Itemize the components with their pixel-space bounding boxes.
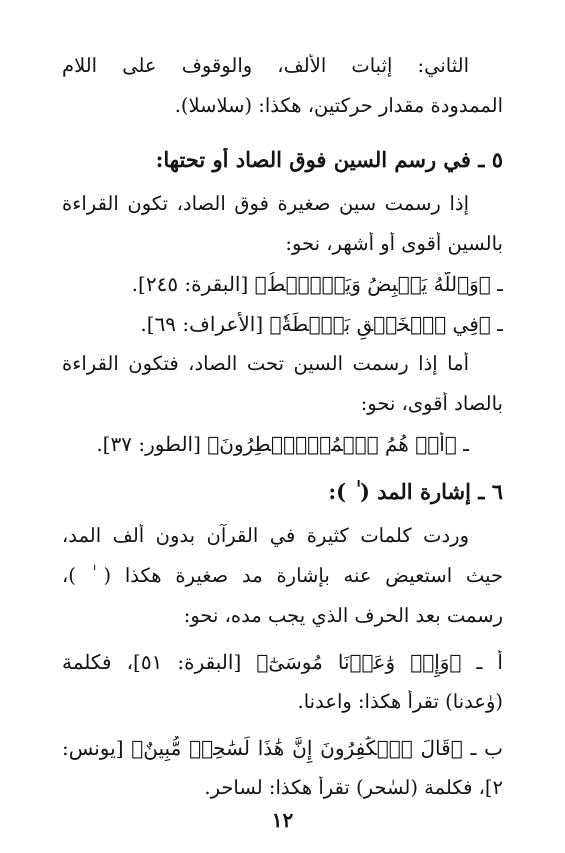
paragraph-line: الممدودة مقدار حركتين، هكذا: (سلاسلا). (174, 94, 503, 117)
quran-example-line: ـ ﴿أَمۡ هُمُ ٱلۡمُصَۣيۡطِرُونَ﴾ [الطور: ٣٧]. (96, 432, 469, 456)
section-heading-5: ٥ ـ في رسم السين فوق الصاد أو تحتها: (155, 148, 503, 172)
quran-example-line: ـ ﴿فِي ٱلۡخَلۡقِ بَصۜۡطَةٗ﴾ [الأعراف: ٦٩]. (140, 312, 503, 336)
paragraph-line: حيث استعيض عنه بإشارة مد صغيرة هكذا ( ٰ )، (62, 564, 503, 587)
paragraph-line: بالسين أقوى أو أشهر، نحو: (285, 232, 503, 255)
paragraph-line: وردت كلمات كثيرة في القرآن بدون ألف المد، (62, 524, 469, 547)
quran-example-line: ـ ﴿وَٱللَّهُ يَقۡبِضُ وَيَبۡصُۜطُ﴾ [البقرة: ٢٤٥]. (131, 272, 503, 296)
paragraph-line: إذا رسمت سين صغيرة فوق الصاد، تكون القراءة (62, 192, 469, 215)
quran-example-line: أ ـ ﴿وَإِذۡ وَٰعَدۡنَا مُوسَىٰٓ﴾ [البقرة: ٥١]، فكلمة (62, 650, 503, 674)
page-number: ١٢ (271, 808, 294, 832)
paragraph-line: الثاني: إثبات الألف، والوقوف على اللام (62, 54, 469, 77)
paragraph-line: ٢]، فكلمة (لسٰحر) تقرأ هكذا: لساحر. (204, 776, 503, 799)
paragraph-line: رسمت بعد الحرف الذي يجب مده، نحو: (183, 604, 503, 627)
section-heading-6: ٦ ـ إشارة المد ( ٰ ): (328, 480, 503, 504)
paragraph-line: (وٰعدنا) تقرأ هكذا: واعدنا. (297, 690, 503, 713)
paragraph-line: أما إذا رسمت السين تحت الصاد، فتكون القراءة (62, 352, 469, 375)
paragraph-line: بالصاد أقوى، نحو: (360, 392, 503, 415)
quran-example-line: ب ـ ﴿قَالَ ٱلۡكَٰفِرُونَ إِنَّ هَٰذَا لَسَٰحِرٞ مُّبِينٌ﴾ [يونس: (62, 736, 503, 760)
